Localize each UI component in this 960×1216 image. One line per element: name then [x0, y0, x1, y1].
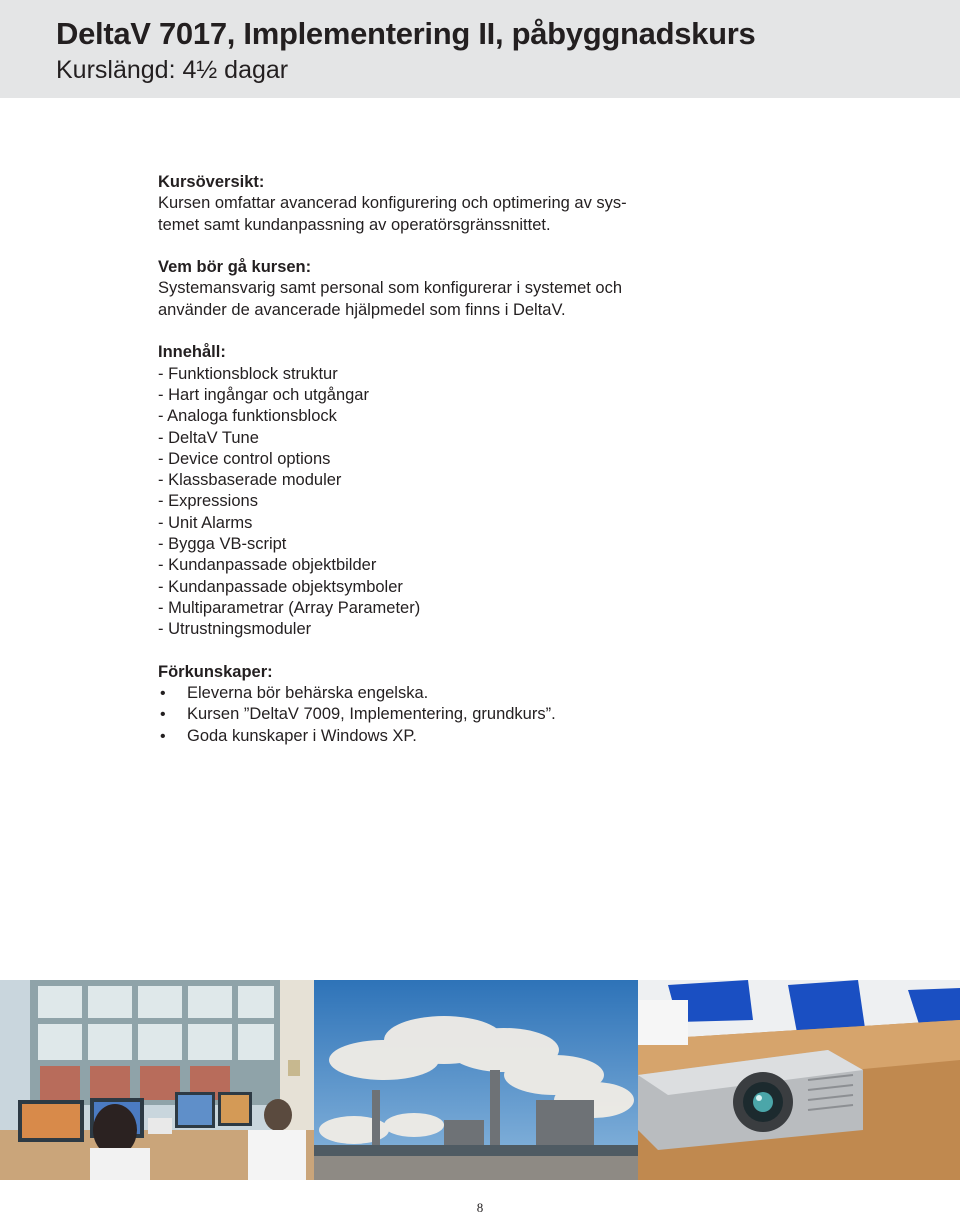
content-item: - Utrustningsmoduler: [158, 620, 312, 639]
list-item: [158, 704, 678, 725]
overview-line: temet samt kundanpassning av operatörsgränssnittet.: [158, 215, 551, 234]
content-item: - Expressions: [158, 492, 258, 511]
content-item: - Hart ingångar och utgångar: [158, 385, 369, 404]
prerequisites-heading: Förkunskaper:: [158, 662, 273, 681]
list-item-text: Eleverna bör behärska engelska.: [187, 684, 429, 703]
projector-photo: [638, 980, 960, 1180]
overview-text: [158, 193, 658, 236]
overview-line: Kursen omfattar avancerad konfigurering och optimering av sys-: [158, 194, 627, 213]
content-item: - Kundanpassade objektsymboler: [158, 577, 403, 596]
control-room-photo: [0, 980, 314, 1180]
audience-section: [158, 257, 678, 321]
bullet-icon: •: [160, 685, 166, 703]
content-heading: Innehåll:: [158, 343, 226, 362]
content-item: - Kundanpassade objektbilder: [158, 556, 377, 575]
header-band: [0, 0, 960, 98]
content-item: - Funktionsblock struktur: [158, 364, 338, 383]
content-item: - Multiparametrar (Array Parameter): [158, 598, 421, 617]
audience-line: använder de avancerade hjälpmedel som finns i DeltaV.: [158, 300, 566, 319]
photo-strip: [0, 980, 960, 1180]
content-item: - Bygga VB-script: [158, 535, 287, 554]
course-length: Kurslängd: 4½ dagar: [56, 56, 289, 84]
prerequisites-section: [158, 662, 678, 747]
content-item: - DeltaV Tune: [158, 428, 259, 447]
course-description: [158, 172, 678, 768]
industrial-plant-photo: [314, 980, 638, 1180]
audience-line: Systemansvarig samt personal som konfigurerar i systemet och: [158, 279, 623, 298]
bullet-icon: •: [160, 727, 166, 745]
content-item: - Analoga funktionsblock: [158, 407, 337, 426]
audience-heading: Vem bör gå kursen:: [158, 258, 312, 277]
bullet-icon: •: [160, 706, 166, 724]
list-item: [158, 726, 678, 747]
overview-section: [158, 172, 678, 236]
course-title: DeltaV 7017, Implementering II, påbyggnadskurs: [56, 16, 756, 51]
content-item: - Unit Alarms: [158, 513, 253, 532]
content-item: - Klassbaserade moduler: [158, 471, 342, 490]
list-item-text: Goda kunskaper i Windows XP.: [187, 726, 417, 745]
content-section: [158, 342, 678, 640]
content-item: - Device control options: [158, 449, 331, 468]
prerequisites-list: [158, 683, 678, 747]
list-item: [158, 683, 678, 704]
page-number: 8: [476, 1200, 484, 1215]
overview-heading: Kursöversikt:: [158, 173, 265, 191]
list-item-text: Kursen ”DeltaV 7009, Implementering, grundkurs”.: [187, 705, 556, 724]
